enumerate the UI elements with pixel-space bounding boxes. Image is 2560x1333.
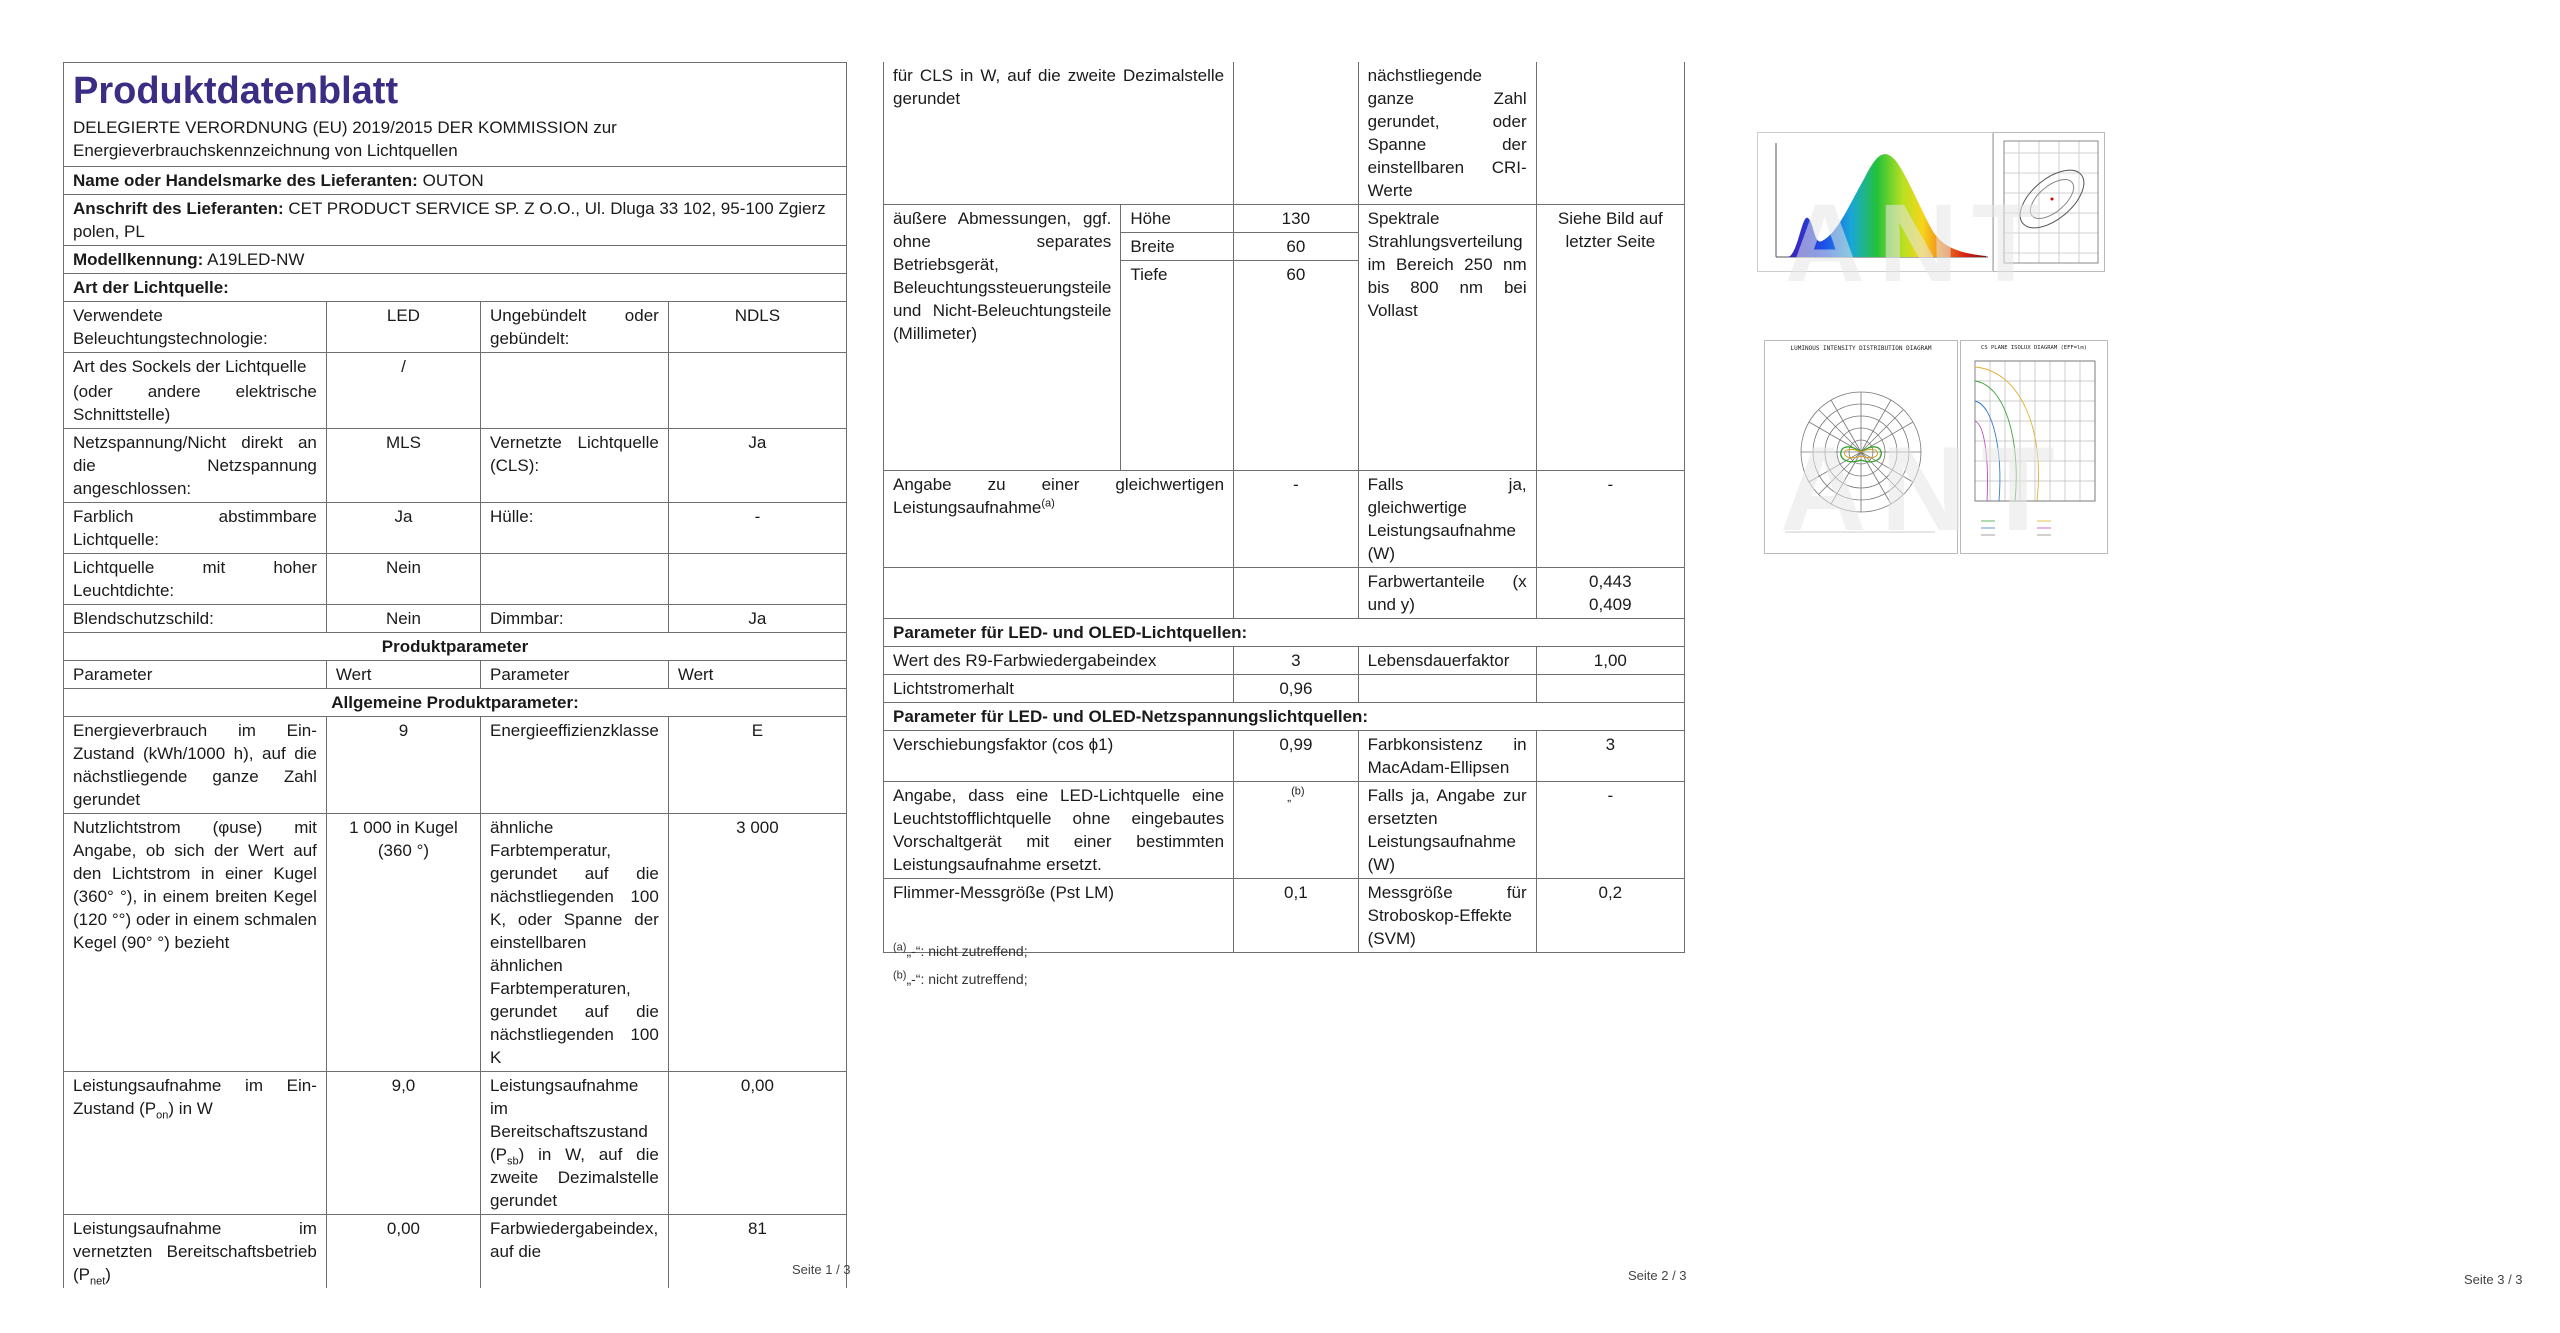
equiv-power-value: - xyxy=(1234,471,1359,568)
flicker-value: 0,1 xyxy=(1234,879,1359,953)
replacement-watt-value: - xyxy=(1536,782,1684,879)
cls-standby-continued: für CLS in W, auf die zweite Dezimalstelle gerundet xyxy=(884,62,1234,205)
socket-label-1: Art des Sockels der Lichtquelle xyxy=(73,357,307,376)
page-3-footer: Seite 3 / 3 xyxy=(2464,1272,2523,1287)
efficiency-value: E xyxy=(668,717,846,814)
socket-label-2: (oder andere elektrische Schnittstelle) xyxy=(73,382,317,424)
equiv-watt-label: Falls ja, gleichwertige Leistungsaufnahme (W) xyxy=(1358,471,1536,568)
displacement-value: 0,99 xyxy=(1234,731,1359,782)
r9-label: Wert des R9-Farbwiedergabeindex xyxy=(884,647,1234,675)
isolux-title: CS PLANE ISOLUX DIAGRAM (EFF=lm) xyxy=(1981,345,2087,351)
chromaticity-y: 0,409 xyxy=(1589,595,1632,614)
cls-value: Ja xyxy=(668,429,846,503)
watermark-top: ANT xyxy=(1785,182,2054,305)
dimmable-value: Ja xyxy=(668,605,846,633)
flux-value: 1 000 in Kugel (360 °) xyxy=(326,814,480,1072)
regulation-text: DELEGIERTE VERORDNUNG (EU) 2019/2015 DER KOMMISSION zur Energieverbrauchskennzeichnung von Lichtquellen xyxy=(73,118,617,160)
spectral-value: Siehe Bild auf letzter Seite xyxy=(1536,205,1684,471)
energy-label: Energieverbrauch im Ein-Zustand (kWh/1000 h), auf die nächstliegende ganze Zahl gerundet xyxy=(64,717,327,814)
width-label: Breite xyxy=(1121,233,1234,261)
isolux-chart xyxy=(1961,351,2107,551)
chromaticity-x: 0,443 xyxy=(1589,572,1632,591)
color-tunable-label: Farblich abstimmbare Lichtquelle: xyxy=(64,503,327,554)
cri-label: Farbwiedergabeindex, auf die xyxy=(480,1215,668,1289)
led-params-heading: Parameter für LED- und OLED-Lichtquellen: xyxy=(884,619,1685,647)
page-1-footer: Seite 1 / 3 xyxy=(792,1262,851,1277)
spectrum-chart xyxy=(1758,133,1992,271)
mains-led-params-heading: Parameter für LED- und OLED-Netzspannungslichtquellen: xyxy=(884,703,1685,731)
page-1 xyxy=(63,62,847,1288)
maintenance-label: Lichtstromerhalt xyxy=(884,675,1234,703)
empty-cell xyxy=(1536,675,1684,703)
address-value: CET PRODUCT SERVICE SP. Z O.O., Ul. Dluga 33 102, 95-100 Zgierz polen, PL xyxy=(73,199,826,241)
footnote-b: $^{(b)}$„-“: nicht zutreffend; xyxy=(893,969,1028,987)
col-header-value: Wert xyxy=(668,661,846,689)
maintenance-value: 0,96 xyxy=(1234,675,1359,703)
chromaticity-label: Farbwertanteile (x und y) xyxy=(1358,568,1536,619)
type-heading: Art der Lichtquelle: xyxy=(64,274,847,302)
stroboscopic-label: Messgröße für Stroboskop-Effekte (SVM) xyxy=(1358,879,1536,953)
depth-label: Tiefe xyxy=(1121,261,1234,471)
glare-value: Nein xyxy=(326,605,480,633)
cct-value: 3 000 xyxy=(668,814,846,1072)
height-label: Höhe xyxy=(1121,205,1234,233)
macadam-label: Farbkonsistenz in MacAdam-Ellipsen xyxy=(1358,731,1536,782)
spectrum-image xyxy=(1757,132,1993,272)
cri-continued: nächstliegende ganze Zahl gerundet, oder Spanne der einstellbaren CRI-Werte xyxy=(1358,62,1536,205)
empty-cell xyxy=(480,554,668,605)
page-2-footer: Seite 2 / 3 xyxy=(1628,1268,1687,1283)
bundle-value: NDLS xyxy=(668,302,846,353)
isolux-image xyxy=(1960,340,2108,554)
model-value: A19LED-NW xyxy=(207,250,305,269)
efficiency-label: Energieeffizienzklasse xyxy=(480,717,668,814)
socket-label xyxy=(64,353,327,429)
flicker-label: Flimmer-Messgröße (Pst LM) xyxy=(884,879,1234,953)
equiv-power-label: Angabe zu einer gleichwertigen Leistungsaufnahme$^{(a)}$ xyxy=(884,471,1234,568)
col-header-param: Parameter xyxy=(480,661,668,689)
supplier-value: OUTON xyxy=(422,171,484,190)
pon-label: Leistungsaufnahme im Ein-Zustand $(P_{on})$ in W xyxy=(64,1072,327,1215)
replacement-value: „$^{(b)}$ xyxy=(1234,782,1359,879)
psb-label: Leistungsaufnahme im Bereitschaftszustand $(P_{sb})$ in W, auf die zweite Dezimalstelle gerundet xyxy=(480,1072,668,1215)
dimmable-label: Dimmbar: xyxy=(480,605,668,633)
socket-value: / xyxy=(326,353,480,429)
dimensions-label: äußere Abmessungen, ggf. ohne separates Betriebsgerät, Beleuchtungssteuerungsteile und Nicht-Beleuchtungsteile (Millimeter) xyxy=(884,205,1121,471)
tech-value: LED xyxy=(326,302,480,353)
replacement-label: Angabe, dass eine LED-Lichtquelle eine Leuchtstofflichtquelle ohne eingebautes Vorschaltgerät mit einer bestimmten Leistungsaufnahme ersetzt. xyxy=(884,782,1234,879)
macadam-value: 3 xyxy=(1536,731,1684,782)
supplier-label: Name oder Handelsmarke des Lieferanten: xyxy=(73,171,418,190)
watermark-bottom: ANT xyxy=(1780,422,2069,556)
cri-value: 81 xyxy=(668,1215,846,1289)
polar-chart xyxy=(1765,352,1957,552)
general-params-heading: Allgemeine Produktparameter: xyxy=(64,689,847,717)
empty-cell xyxy=(480,353,668,429)
spectral-label: Spektrale Strahlungsverteilung im Bereich 250 nm bis 800 nm bei Vollast xyxy=(1358,205,1536,471)
mains-label: Netzspannung/Nicht direkt an die Netzspannung angeschlossen: xyxy=(64,429,327,503)
empty-cell xyxy=(668,554,846,605)
stroboscopic-value: 0,2 xyxy=(1536,879,1684,953)
cie-chart xyxy=(1994,133,2104,271)
width-value: 60 xyxy=(1234,233,1359,261)
empty-cell xyxy=(1536,62,1684,205)
equiv-watt-value: - xyxy=(1536,471,1684,568)
luminous-intensity-image xyxy=(1764,340,1958,554)
luminance-label: Lichtquelle mit hoher Leuchtdichte: xyxy=(64,554,327,605)
r9-value: 3 xyxy=(1234,647,1359,675)
luminous-intensity-title: LUMINOUS INTENSITY DISTRIBUTION DIAGRAM xyxy=(1790,345,1932,352)
pnet-label: Leistungsaufnahme im vernetzten Bereitschaftsbetrieb $(P_{net})$ xyxy=(64,1215,327,1289)
pon-value: 9,0 xyxy=(326,1072,480,1215)
pnet-value: 0,00 xyxy=(326,1215,480,1289)
cls-label: Vernetzte Lichtquelle (CLS): xyxy=(480,429,668,503)
supplier-row xyxy=(64,167,847,195)
replacement-watt-label: Falls ja, Angabe zur ersetzten Leistungsaufnahme (W) xyxy=(1358,782,1536,879)
empty-cell xyxy=(1234,568,1359,619)
cct-label: ähnliche Farbtemperatur, gerundet auf die nächstliegenden 100 K, oder Spanne der einstellbaren ähnlichen Farbtemperaturen, gerundet auf die nächstliegenden 100 K xyxy=(480,814,668,1072)
address-row xyxy=(64,195,847,246)
col-header-param: Parameter xyxy=(64,661,327,689)
lifetime-label: Lebensdauerfaktor xyxy=(1358,647,1536,675)
shell-value: - xyxy=(668,503,846,554)
height-value: 130 xyxy=(1234,205,1359,233)
page-2 xyxy=(883,62,1685,987)
cie-diagram-image xyxy=(1993,132,2105,272)
page-title: Produktdatenblatt xyxy=(73,70,399,112)
glare-label: Blendschutzschild: xyxy=(64,605,327,633)
mains-value: MLS xyxy=(326,429,480,503)
footnote-a: $^{(a)}$„-“: nicht zutreffend; xyxy=(893,941,1028,959)
product-params-heading: Produktparameter xyxy=(64,633,847,661)
bundle-label: Ungebündelt oder gebündelt: xyxy=(480,302,668,353)
energy-value: 9 xyxy=(326,717,480,814)
color-tunable-value: Ja xyxy=(326,503,480,554)
psb-value: 0,00 xyxy=(668,1072,846,1215)
empty-cell xyxy=(1358,675,1536,703)
page2-table xyxy=(883,62,1685,953)
model-row xyxy=(64,246,847,274)
empty-cell xyxy=(1234,62,1359,205)
page1-table xyxy=(63,62,847,1288)
flux-label: Nutzlichtstrom (φuse) mit Angabe, ob sich der Wert auf den Lichtstrom in einer Kugel (360° °), in einem breiten Kegel (120 °°) oder in einem schmalen Kegel (90° °) bezieht xyxy=(64,814,327,1072)
address-label: Anschrift des Lieferanten: xyxy=(73,199,284,218)
col-header-value: Wert xyxy=(326,661,480,689)
tech-label: Verwendete Beleuchtungstechnologie: xyxy=(64,302,327,353)
luminance-value: Nein xyxy=(326,554,480,605)
displacement-label: Verschiebungsfaktor (cos ϕ1) xyxy=(884,731,1234,782)
lifetime-value: 1,00 xyxy=(1536,647,1684,675)
depth-value: 60 xyxy=(1234,261,1359,471)
chromaticity-value xyxy=(1536,568,1684,619)
empty-cell xyxy=(668,353,846,429)
shell-label: Hülle: xyxy=(480,503,668,554)
empty-cell xyxy=(884,568,1234,619)
model-label: Modellkennung: xyxy=(73,250,204,269)
